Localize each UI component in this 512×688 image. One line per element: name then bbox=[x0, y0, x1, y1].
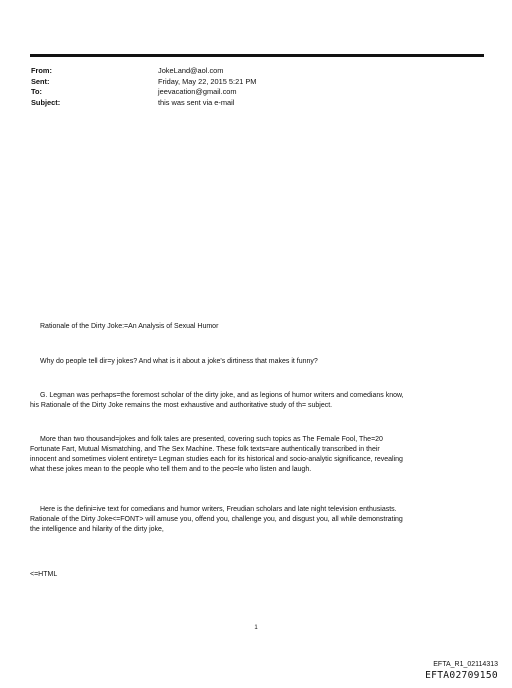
efta-id-large: EFTA02709150 bbox=[425, 670, 498, 681]
sent-label: Sent: bbox=[31, 76, 50, 86]
paragraph-definitive bbox=[30, 505, 490, 535]
paragraph-line: More than two thousand=jokes and folk tales are presented, covering such topics as The Female Fool, The=20 bbox=[40, 436, 383, 443]
from-value: JokeLand@aol.com bbox=[158, 66, 224, 75]
from-row bbox=[31, 66, 481, 77]
body-title: Rationale of the Dirty Joke:=An Analysis of Sexual Humor bbox=[40, 323, 219, 330]
paragraph-line: what these jokes mean to the people who tell them and to the peo=le who listen and laugh. bbox=[30, 466, 312, 473]
to-row bbox=[31, 87, 481, 98]
html-tag-text: <=HTML bbox=[30, 571, 58, 578]
email-header bbox=[31, 66, 481, 108]
paragraph-line: G. Legman was perhaps=the foremost scholar of the dirty joke, and as legions of humor writers and comedians know, bbox=[40, 392, 404, 399]
to-value: jeevacation@gmail.com bbox=[158, 87, 237, 96]
subject-row bbox=[31, 98, 481, 109]
subject-label: Subject: bbox=[31, 97, 61, 107]
from-label: From: bbox=[31, 66, 52, 75]
subject-value: this was sent via e-mail bbox=[158, 97, 235, 107]
body-question: Why do people tell dir=y jokes? And what is it about a joke's dirtiness that makes it funny? bbox=[40, 358, 318, 365]
paragraph-line: Fortunate Fart, Mutual Mismatching, and The Sex Machine. These folk texts=are authentically transcribed in their bbox=[30, 446, 380, 453]
header-rule bbox=[30, 54, 484, 57]
paragraph-line: his Rationale of the Dirty Joke remains the most exhaustive and authoritative study of th= subject. bbox=[30, 402, 333, 409]
sent-value: Friday, May 22, 2015 5:21 PM bbox=[158, 76, 257, 86]
sent-row bbox=[31, 77, 481, 88]
paragraph-line: Rationale of the Dirty Joke<=FONT> will amuse you, offend you, challenge you, and disgust you, all while demonstrating bbox=[30, 516, 403, 523]
page-number: 1 bbox=[254, 625, 258, 631]
paragraph-legman bbox=[30, 391, 490, 411]
paragraph-line: the intelligence and hilarity of the dirty joke, bbox=[30, 526, 164, 533]
paragraph-jokes bbox=[30, 435, 490, 475]
paragraph-line: Here is the defini=ive text for comedians and humor writers, Freudian scholars and late night television enthusiasts. bbox=[40, 506, 397, 513]
to-label: To: bbox=[31, 87, 42, 96]
efta-id-small: EFTA_R1_02114313 bbox=[433, 661, 498, 668]
paragraph-line: innocent and sometimes violent entirety= Legman studies each for its historical and socio-analytic significance, revealing bbox=[30, 456, 403, 463]
